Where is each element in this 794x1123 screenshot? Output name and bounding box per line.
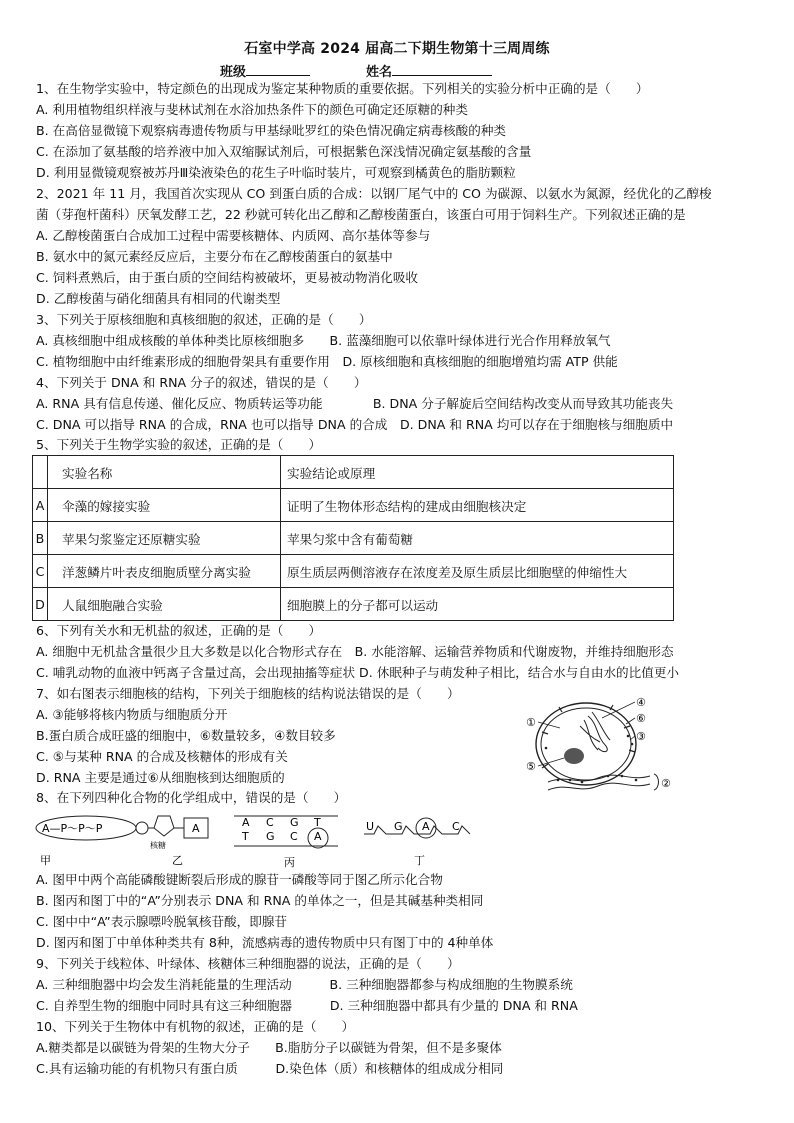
question-6: 6、下列有关水和无机盐的叙述，正确的是（ ） xyxy=(36,623,322,638)
ding-base-0: U xyxy=(366,820,375,833)
class-label: 班级 xyxy=(220,65,247,80)
bing-bottom-0: T xyxy=(242,830,249,843)
figure-yi xyxy=(136,816,208,867)
question-4: 4、下列关于 DNA 和 RNA 分子的叙述，错误的是（ ） xyxy=(36,375,367,390)
bing-bottom-1: G xyxy=(266,830,275,843)
question-9: 9、下列关于线粒体、叶绿体、核糖体三种细胞器的说法，正确的是（ ） xyxy=(36,956,460,971)
bing-top-1: C xyxy=(266,816,274,829)
option-10ab: A.糖类都是以碳链为骨架的生物大分子 B.脂肪分子以碳链为骨架，但不是多聚体 xyxy=(36,1040,502,1055)
option-7a: A. ③能够将核内物质与细胞质分开 xyxy=(36,707,228,722)
row-result: 细胞膜上的分子都可以运动 xyxy=(281,588,674,621)
row-name: 洋葱鳞片叶表皮细胞质壁分离实验 xyxy=(48,555,281,588)
option-1a: A. 利用植物组织样液与斐林试剂在水浴加热条件下的颜色可确定还原糖的种类 xyxy=(36,102,468,117)
table-row xyxy=(33,489,674,522)
option-3ab: A. 真核细胞中组成核酸的单体种类比原核细胞多 B. 蓝藻细胞可以依靠叶绿体进行光合作用释放氧气 xyxy=(36,333,611,348)
question-10: 10、下列关于生物体中有机物的叙述，正确的是（ ） xyxy=(36,1019,355,1034)
ding-base-1: G xyxy=(394,820,403,833)
option-7c: C. ⑤与某种 RNA 的合成及核糖体的形成有关 xyxy=(36,749,288,764)
label-4: ④ xyxy=(636,696,646,709)
experiment-table xyxy=(32,455,674,621)
question-3: 3、下列关于原核细胞和真核细胞的叙述，正确的是（ ） xyxy=(36,312,372,327)
label-3: ③ xyxy=(636,730,646,743)
question-1: 1、在生物学实验中，特定颜色的出现成为鉴定某种物质的重要依据。下列相关的实验分析中正确的是（ ） xyxy=(36,81,649,96)
table-header-name: 实验名称 xyxy=(48,456,281,489)
label-1: ① xyxy=(526,716,536,729)
row-name: 苹果匀浆鉴定还原糖实验 xyxy=(48,522,281,555)
row-key: B xyxy=(33,522,48,555)
option-8d: D. 图丙和图丁中单体种类共有 8种，流感病毒的遗传物质中只有图丁中的 4种单体 xyxy=(36,935,494,950)
table-row xyxy=(33,522,674,555)
row-result: 原生质层两侧溶液存在浓度差及原生质层比细胞壁的伸缩性大 xyxy=(281,555,674,588)
row-key: D xyxy=(33,588,48,621)
bing-bottom-3: A xyxy=(314,830,322,843)
row-result: 苹果匀浆中含有葡萄糖 xyxy=(281,522,674,555)
yi-sugar: 核糖 xyxy=(150,841,166,850)
label-5: ⑤ xyxy=(526,760,536,773)
option-8c: C. 图中中“A”表示腺嘌呤脱氧核苷酸，即腺苷 xyxy=(36,914,288,929)
table-header-row xyxy=(33,456,674,489)
row-name: 人鼠细胞融合实验 xyxy=(48,588,281,621)
question-7: 7、如右图表示细胞核的结构，下列关于细胞核的结构说法错误的是（ ） xyxy=(36,686,460,701)
bing-bottom-2: C xyxy=(290,830,298,843)
class-blank[interactable] xyxy=(246,63,310,76)
option-7b: B.蛋白质合成旺盛的细胞中，⑥数量较多，④数目较多 xyxy=(36,728,336,743)
table-row xyxy=(33,588,674,621)
option-1c: C. 在添加了氨基酸的培养液中加入双缩脲试剂后，可根据紫色深浅情况确定氨基酸的含量 xyxy=(36,144,532,159)
table-header-result: 实验结论或原理 xyxy=(281,456,674,489)
table-row xyxy=(33,555,674,588)
question-5: 5、下列关于生物学实验的叙述，正确的是（ ） xyxy=(36,437,322,452)
option-9cd: C. 自养型生物的细胞中同时具有这三种细胞器 D. 三种细胞器中都具有少量的 DNA 和 RNA xyxy=(36,998,578,1013)
option-8b: B. 图丙和图丁中的“A”分别表示 DNA 和 RNA 的单体之一，但是其碱基种类相同 xyxy=(36,893,484,908)
question-2-line1: 2、2021 年 11 月，我国首次实现从 CO 到蛋白质的合成：以钢厂尾气中的 CO 为碳源、以氨水为氮源，经优化的乙醇梭 xyxy=(36,186,712,201)
option-3cd: C. 植物细胞中由纤维素形成的细胞骨架具有重要作用 D. 原核细胞和真核细胞的细胞增殖均需 ATP 供能 xyxy=(36,354,618,369)
table-header-key xyxy=(33,456,48,489)
name-blank[interactable] xyxy=(392,63,492,76)
ding-base-3: C xyxy=(452,820,460,833)
option-9ab: A. 三种细胞器中均会发生消耗能量的生理活动 B. 三种细胞器都参与构成细胞的生物膜系统 xyxy=(36,977,573,992)
option-2d: D. 乙醇梭菌与硝化细菌具有相同的代谢类型 xyxy=(36,291,281,306)
bing-label: 丙 xyxy=(284,856,295,869)
option-4cd: C. DNA 可以指导 RNA 的合成，RNA 也可以指导 DNA 的合成 D. DNA 和 RNA 均可以存在于细胞核与细胞质中 xyxy=(36,417,674,432)
jia-formula: A—P～P～P xyxy=(42,822,103,835)
compound-figures xyxy=(34,810,674,872)
row-key: A xyxy=(33,489,48,522)
option-7d: D. RNA 主要是通过⑥从细胞核到达细胞质的 xyxy=(36,770,285,785)
label-6: ⑥ xyxy=(636,712,646,725)
option-1d: D. 利用显微镜观察被苏丹Ⅲ染液染色的花生子叶临时装片，可观察到橘黄色的脂肪颗粒 xyxy=(36,165,516,180)
row-key: C xyxy=(33,555,48,588)
option-2c: C. 饲料煮熟后，由于蛋白质的空间结构被破坏，更易被动物消化吸收 xyxy=(36,270,419,285)
row-result: 证明了生物体形态结构的建成由细胞核决定 xyxy=(281,489,674,522)
option-6ab: A. 细胞中无机盐含量很少且大多数是以化合物形式存在 B. 水能溶解、运输营养物质和代谢废物，并维持细胞形态 xyxy=(36,644,674,659)
row-name: 伞藻的嫁接实验 xyxy=(48,489,281,522)
question-8: 8、在下列四种化合物的化学组成中，错误的是（ ） xyxy=(36,790,347,805)
yi-label: 乙 xyxy=(172,854,183,867)
student-info-line xyxy=(220,61,492,80)
option-2b: B. 氨水中的氮元素经反应后，主要分布在乙醇梭菌蛋白的氨基中 xyxy=(36,249,393,264)
figure-jia xyxy=(36,816,136,867)
nucleus-diagram xyxy=(518,690,671,802)
label-2: ② xyxy=(661,777,671,790)
figure-bing xyxy=(234,816,338,869)
jia-label: 甲 xyxy=(40,854,51,867)
option-2a: A. 乙醇梭菌蛋白合成加工过程中需要核糖体、内质网、高尔基体等参与 xyxy=(36,228,431,243)
option-8a: A. 图甲中两个高能磷酸键断裂后形成的腺苷一磷酸等同于图乙所示化合物 xyxy=(36,872,443,887)
option-1b: B. 在高倍显微镜下观察病毒遗传物质与甲基绿吡罗红的染色情况确定病毒核酸的种类 xyxy=(36,123,507,138)
ding-base-2: A xyxy=(422,820,430,833)
bing-top-3: T xyxy=(314,816,321,829)
option-10cd: C.具有运输功能的有机物只有蛋白质 D.染色体（质）和核糖体的组成成分相同 xyxy=(36,1061,504,1076)
name-label: 姓名 xyxy=(366,65,393,80)
figure-ding xyxy=(364,818,470,867)
yi-base: A xyxy=(192,822,200,835)
option-6cd: C. 哺乳动物的血液中钙离子含量过高，会出现抽搐等症状 D. 休眠种子与萌发种子相比，结合水与自由水的比值更小 xyxy=(36,665,680,680)
bing-top-0: A xyxy=(242,816,250,829)
ding-label: 丁 xyxy=(414,854,425,867)
option-4ab: A. RNA 具有信息传递、催化反应、物质转运等功能 B. DNA 分子解旋后空间结构改变从而导致其功能丧失 xyxy=(36,396,674,411)
question-2-line2: 菌（芽孢杆菌科）厌氧发酵工艺，22 秒就可转化出乙醇和乙醇梭菌蛋白，该蛋白可用于饲料生产。下列叙述正确的是 xyxy=(36,207,686,222)
page-title: 石室中学高 2024 届高二下期生物第十三周周练 xyxy=(244,41,550,57)
bing-top-2: G xyxy=(290,816,299,829)
